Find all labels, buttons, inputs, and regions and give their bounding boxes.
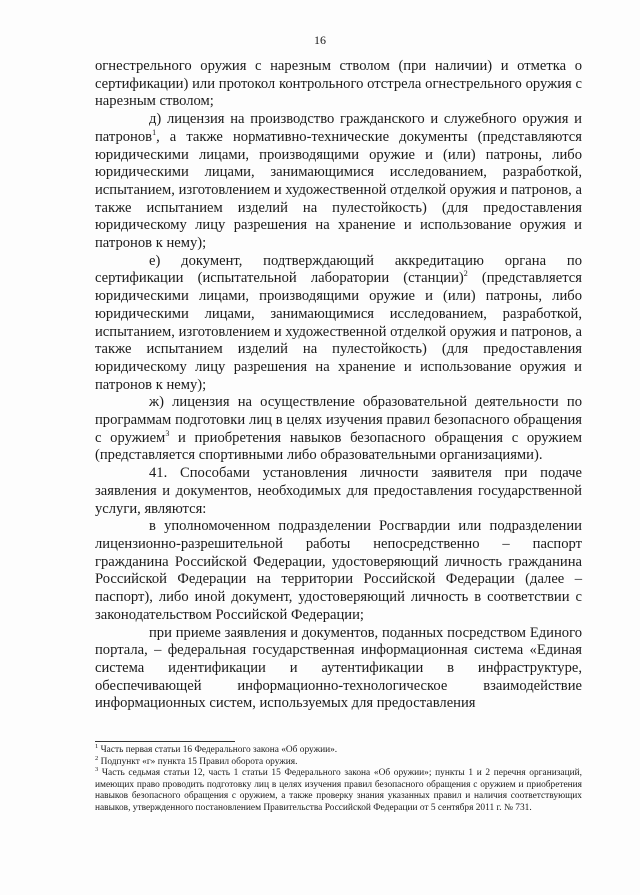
footnote-2: $^2$ Подпункт «г» пункта 15 Правил оборота оружия.	[95, 754, 298, 767]
paragraph-continuation: огнестрельного оружия с нарезным стволом (при наличии) и отметка о сертификации) или протокол контрольного отстрела огнестрельного оружия с нарезным стволом;	[95, 58, 582, 110]
footnote-ref-3: 3	[165, 428, 170, 438]
footnotes	[95, 742, 582, 815]
paragraph-item-d: д) лицензия на производство гражданского и служебного оружия и патронов$^1$, а также нормативно-технические документы (представляются юридическими лицами, производящими оружие и (или) патроны, либо юридическими лицами, занимающимися исследованием, разработкой, испытанием, изготовлением и художественной отделкой оружия и патронов, а также испытанием изделий на пулестойкость) (для предоставления юридическому лицу разрешения на хранение и использование оружия и патронов к нему);	[95, 111, 582, 252]
body-text	[95, 58, 582, 713]
footnote-divider	[95, 741, 235, 742]
paragraph-41: 41. Способами установления личности заявителя при подаче заявления и документов, необходимых для предоставления государственной услуги, являются:	[95, 465, 582, 517]
paragraph-item-zh: ж) лицензия на осуществление образовательной деятельности по программам подготовки лиц в целях изучения правил безопасного обращения с оружием$^3$ и приобретения навыков безопасного обращения с оружием (представляется спортивными либо образовательными организациями).	[95, 394, 582, 464]
footnote-3: $^3$ Часть седьмая статьи 12, часть 1 статьи 15 Федерального закона «Об оружии»; пункты 1 и 2 перечня организаций, имеющих право проводить подготовку лиц в целях изучения правил безопасного обращения с оружием и приобретения навыков безопасного обращения с оружием, а также проверку знания указанных правил и наличия соответствующих навыков, утвержденного постановлением Правительства Российской Федерации от 5 сентября 2011 г. № 731.	[95, 766, 582, 813]
paragraph-item-e: е) документ, подтверждающий аккредитацию органа по сертификации (испытательной лаборатории (станции)$^2$ (представляется юридическими лицами, производящими оружие и (или) патроны, либо юридическими лицами, занимающимися исследованием, разработкой, испытанием, изготовлением и художественной отделкой оружия и патронов, а также испытанием изделий на пулестойкость) (для предоставления юридическому лицу разрешения на хранение и использование оружия и патронов к нему);	[95, 252, 582, 393]
paragraph-portal: при приеме заявления и документов, поданных посредством Единого портала, – федеральная государственная информационная система «Единая система идентификации и аутентификации в инфраструктуре, обеспечивающей информационно-технологическое взаимодействие информационных систем, используемых для предоставления	[95, 624, 582, 712]
footnote-ref-1: 1	[152, 127, 157, 137]
footnote-1: $^1$ Часть первая статьи 16 Федерального закона «Об оружии».	[95, 742, 338, 755]
paragraph-rosgvardia: в уполномоченном подразделении Росгвардии или подразделении лицензионно-разрешительной работы непосредственно – паспорт гражданина Российской Федерации, удостоверяющий личность гражданина Российской Федерации на территории Российской Федерации (далее – паспорт), либо иной документ, удостоверяющий личность в соответствии с законодательством Российской Федерации;	[95, 518, 582, 623]
page-number: 16	[314, 33, 326, 47]
footnote-ref-2: 2	[463, 269, 468, 279]
